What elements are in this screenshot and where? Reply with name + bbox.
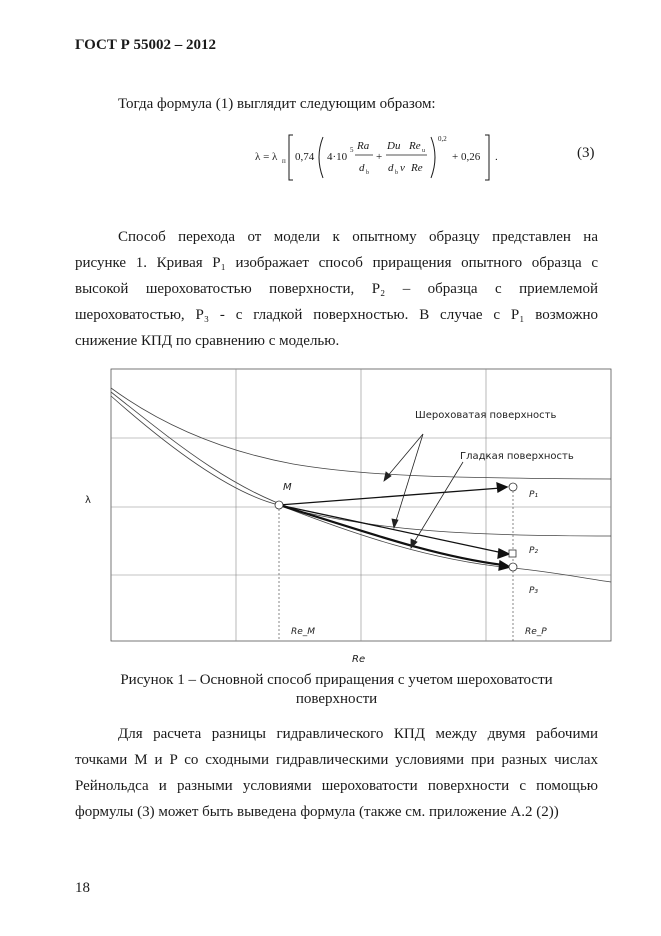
formula-dbv: d: [388, 162, 394, 174]
label-p1: P₁: [529, 490, 539, 500]
paragraph-1: [75, 224, 598, 354]
p2-line-4: формулы (3) может быть выведена формула (также см. приложение А.2 (2)): [75, 804, 559, 820]
formula-3: [255, 127, 515, 187]
formula-dot: .: [495, 151, 498, 163]
y-axis-label: λ: [85, 495, 91, 506]
arrow-to-p1: [279, 488, 501, 505]
formula-c2-exp: 5: [350, 146, 354, 154]
point-p2: [509, 550, 516, 557]
formula-lhs: λ = λ: [255, 151, 278, 163]
label-p3: P₃: [529, 586, 539, 596]
p1-line-3: высокой шероховатостью поверхности, P₂ – образца с приемлемой: [75, 281, 598, 297]
document-header: ГОСТ Р 55002 – 2012: [75, 37, 217, 53]
arrow-to-p2: [279, 505, 503, 553]
formula-nu: ν: [400, 162, 405, 174]
label-rough-surface: Шероховатая поверхность: [415, 410, 557, 421]
formula-dbv-sub: b: [395, 170, 398, 176]
arrow-head-p3: [499, 561, 510, 570]
caption-line-2: поверхности: [295, 691, 378, 707]
tick-re-p: Re_P: [525, 627, 547, 637]
formula-lhs-sub: п: [282, 157, 286, 165]
formula-c1: 0,74: [295, 151, 315, 163]
svg-text:+: +: [376, 151, 383, 163]
p2-line-1: Для расчета разницы гидравлического КПД между двумя рабочими: [118, 726, 598, 742]
formula-c2: 4·10: [327, 151, 348, 163]
arrow-head-p1: [497, 483, 507, 492]
point-m: [275, 501, 283, 509]
caption-line-1: Рисунок 1 – Основной способ приращения с учетом шероховатости: [120, 672, 553, 688]
formula-ra: Ra: [357, 140, 370, 152]
tick-re-m: Re_M: [291, 627, 316, 637]
formula-power: 0,2: [438, 135, 447, 143]
point-p3: [509, 563, 517, 571]
formula-du: Du: [387, 140, 401, 152]
formula-db-sub: b: [366, 170, 369, 176]
formula-reu: Re: [409, 140, 421, 152]
formula-reu-sub: u: [422, 148, 425, 154]
p1-line-1: Способ перехода от модели к опытному образцу представлен на: [118, 229, 598, 245]
formula-re: Re: [411, 162, 423, 174]
formula-const: + 0,26: [452, 151, 481, 163]
figure-caption: [75, 671, 598, 709]
p1-line-2: рисунке 1. Кривая P₁ изображает способ приращения опытного образца с: [75, 255, 598, 271]
p1-line-5: снижение КПД по сравнению с моделью.: [75, 333, 340, 349]
point-p1: [509, 483, 517, 491]
formula-db: d: [359, 162, 365, 174]
equation-number: (3): [577, 145, 595, 161]
label-p2: P₂: [529, 546, 539, 556]
arrow-head-p2: [498, 549, 509, 558]
label-m: M: [283, 482, 292, 493]
p2-line-2: точками M и P со сходными гидравлическими условиями при разных числах: [75, 752, 598, 768]
label-smooth-surface: Гладкая поверхность: [460, 451, 574, 462]
intro-text: Тогда формула (1) выглядит следующим образом:: [118, 96, 436, 112]
page-number: 18: [75, 880, 90, 896]
p1-line-4: шероховатостью, P₃ - с гладкой поверхностью. В случае с P₁ возможно: [75, 307, 598, 323]
paragraph-2: [75, 721, 598, 825]
x-axis-label: Re: [352, 654, 366, 665]
figure-1-diagram: [103, 366, 615, 644]
p2-line-3: Рейнольдса и разными условиями шероховатости поверхности с помощью: [75, 778, 598, 794]
